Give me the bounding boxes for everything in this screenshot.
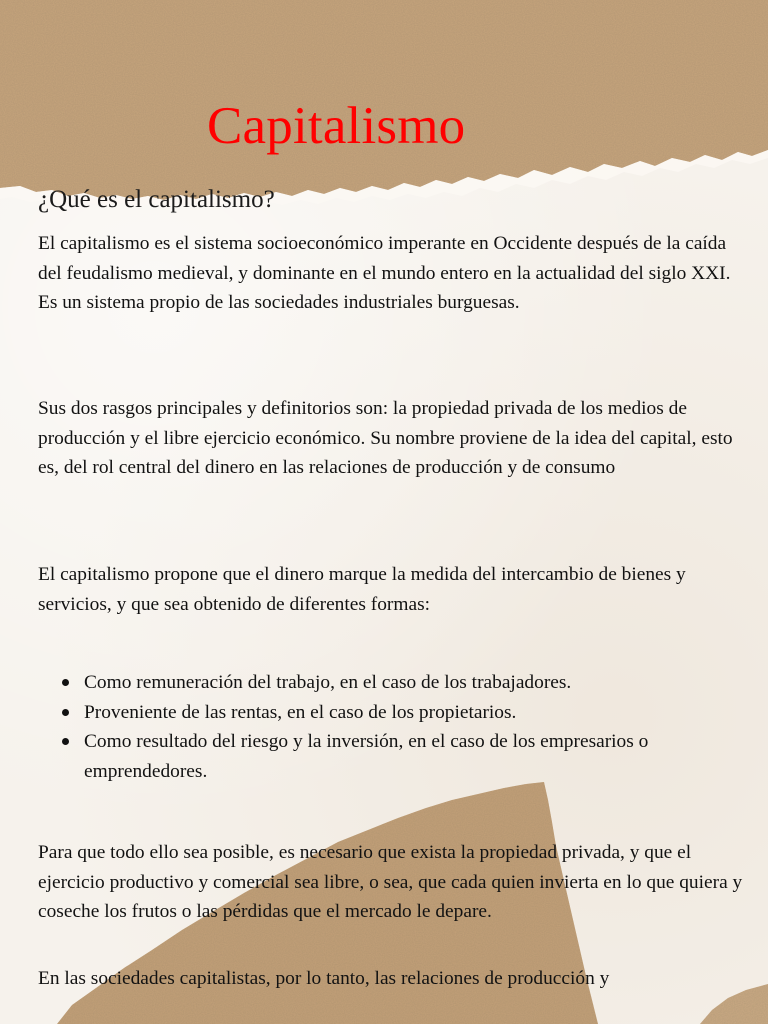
bullet-icon [62, 738, 69, 745]
list-item-text: Como remuneración del trabajo, en el caso de los trabajadores. [84, 672, 572, 693]
paragraph-money: El capitalismo propone que el dinero marque la medida del intercambio de bienes y servicios, y que sea obtenido de diferentes formas: [38, 564, 686, 615]
section-heading: ¿Qué es el capitalismo? [38, 186, 275, 213]
list-item [38, 727, 750, 786]
paragraph-conditions: Para que todo ello sea posible, es necesario que exista la propiedad privada, y que el ejercicio productivo y comercial sea libre, o sea, que cada quien invierta en lo que quiera y coseche los frutos o las pérdidas que el mercado le depare. [38, 842, 743, 922]
list-item-text: Como resultado del riesgo y la inversión, en el caso de los empresarios o emprendedores. [84, 731, 649, 782]
list-item [38, 698, 750, 728]
bullet-icon [62, 679, 69, 686]
paragraph-definition: El capitalismo es el sistema socioeconómico imperante en Occidente después de la caída del feudalismo medieval, y dominante en el mundo entero en la actualidad del siglo XXI. Es un sistema propio de las sociedades industriales burguesas. [38, 233, 731, 313]
paragraph-relations: En las sociedades capitalistas, por lo tanto, las relaciones de producción y [38, 968, 610, 989]
list-item [38, 668, 750, 698]
list-item-text: Proveniente de las rentas, en el caso de los propietarios. [84, 701, 517, 723]
paragraph-features: Sus dos rasgos principales y definitorios son: la propiedad privada de los medios de producción y el libre ejercicio económico. Su nombre proviene de la idea del capital, esto es, del rol central del dinero en las relaciones de producción y de consumo [38, 398, 733, 478]
bullet-icon [62, 709, 69, 716]
income-sources-list [38, 668, 750, 786]
page-title: Capitalismo [207, 97, 466, 155]
